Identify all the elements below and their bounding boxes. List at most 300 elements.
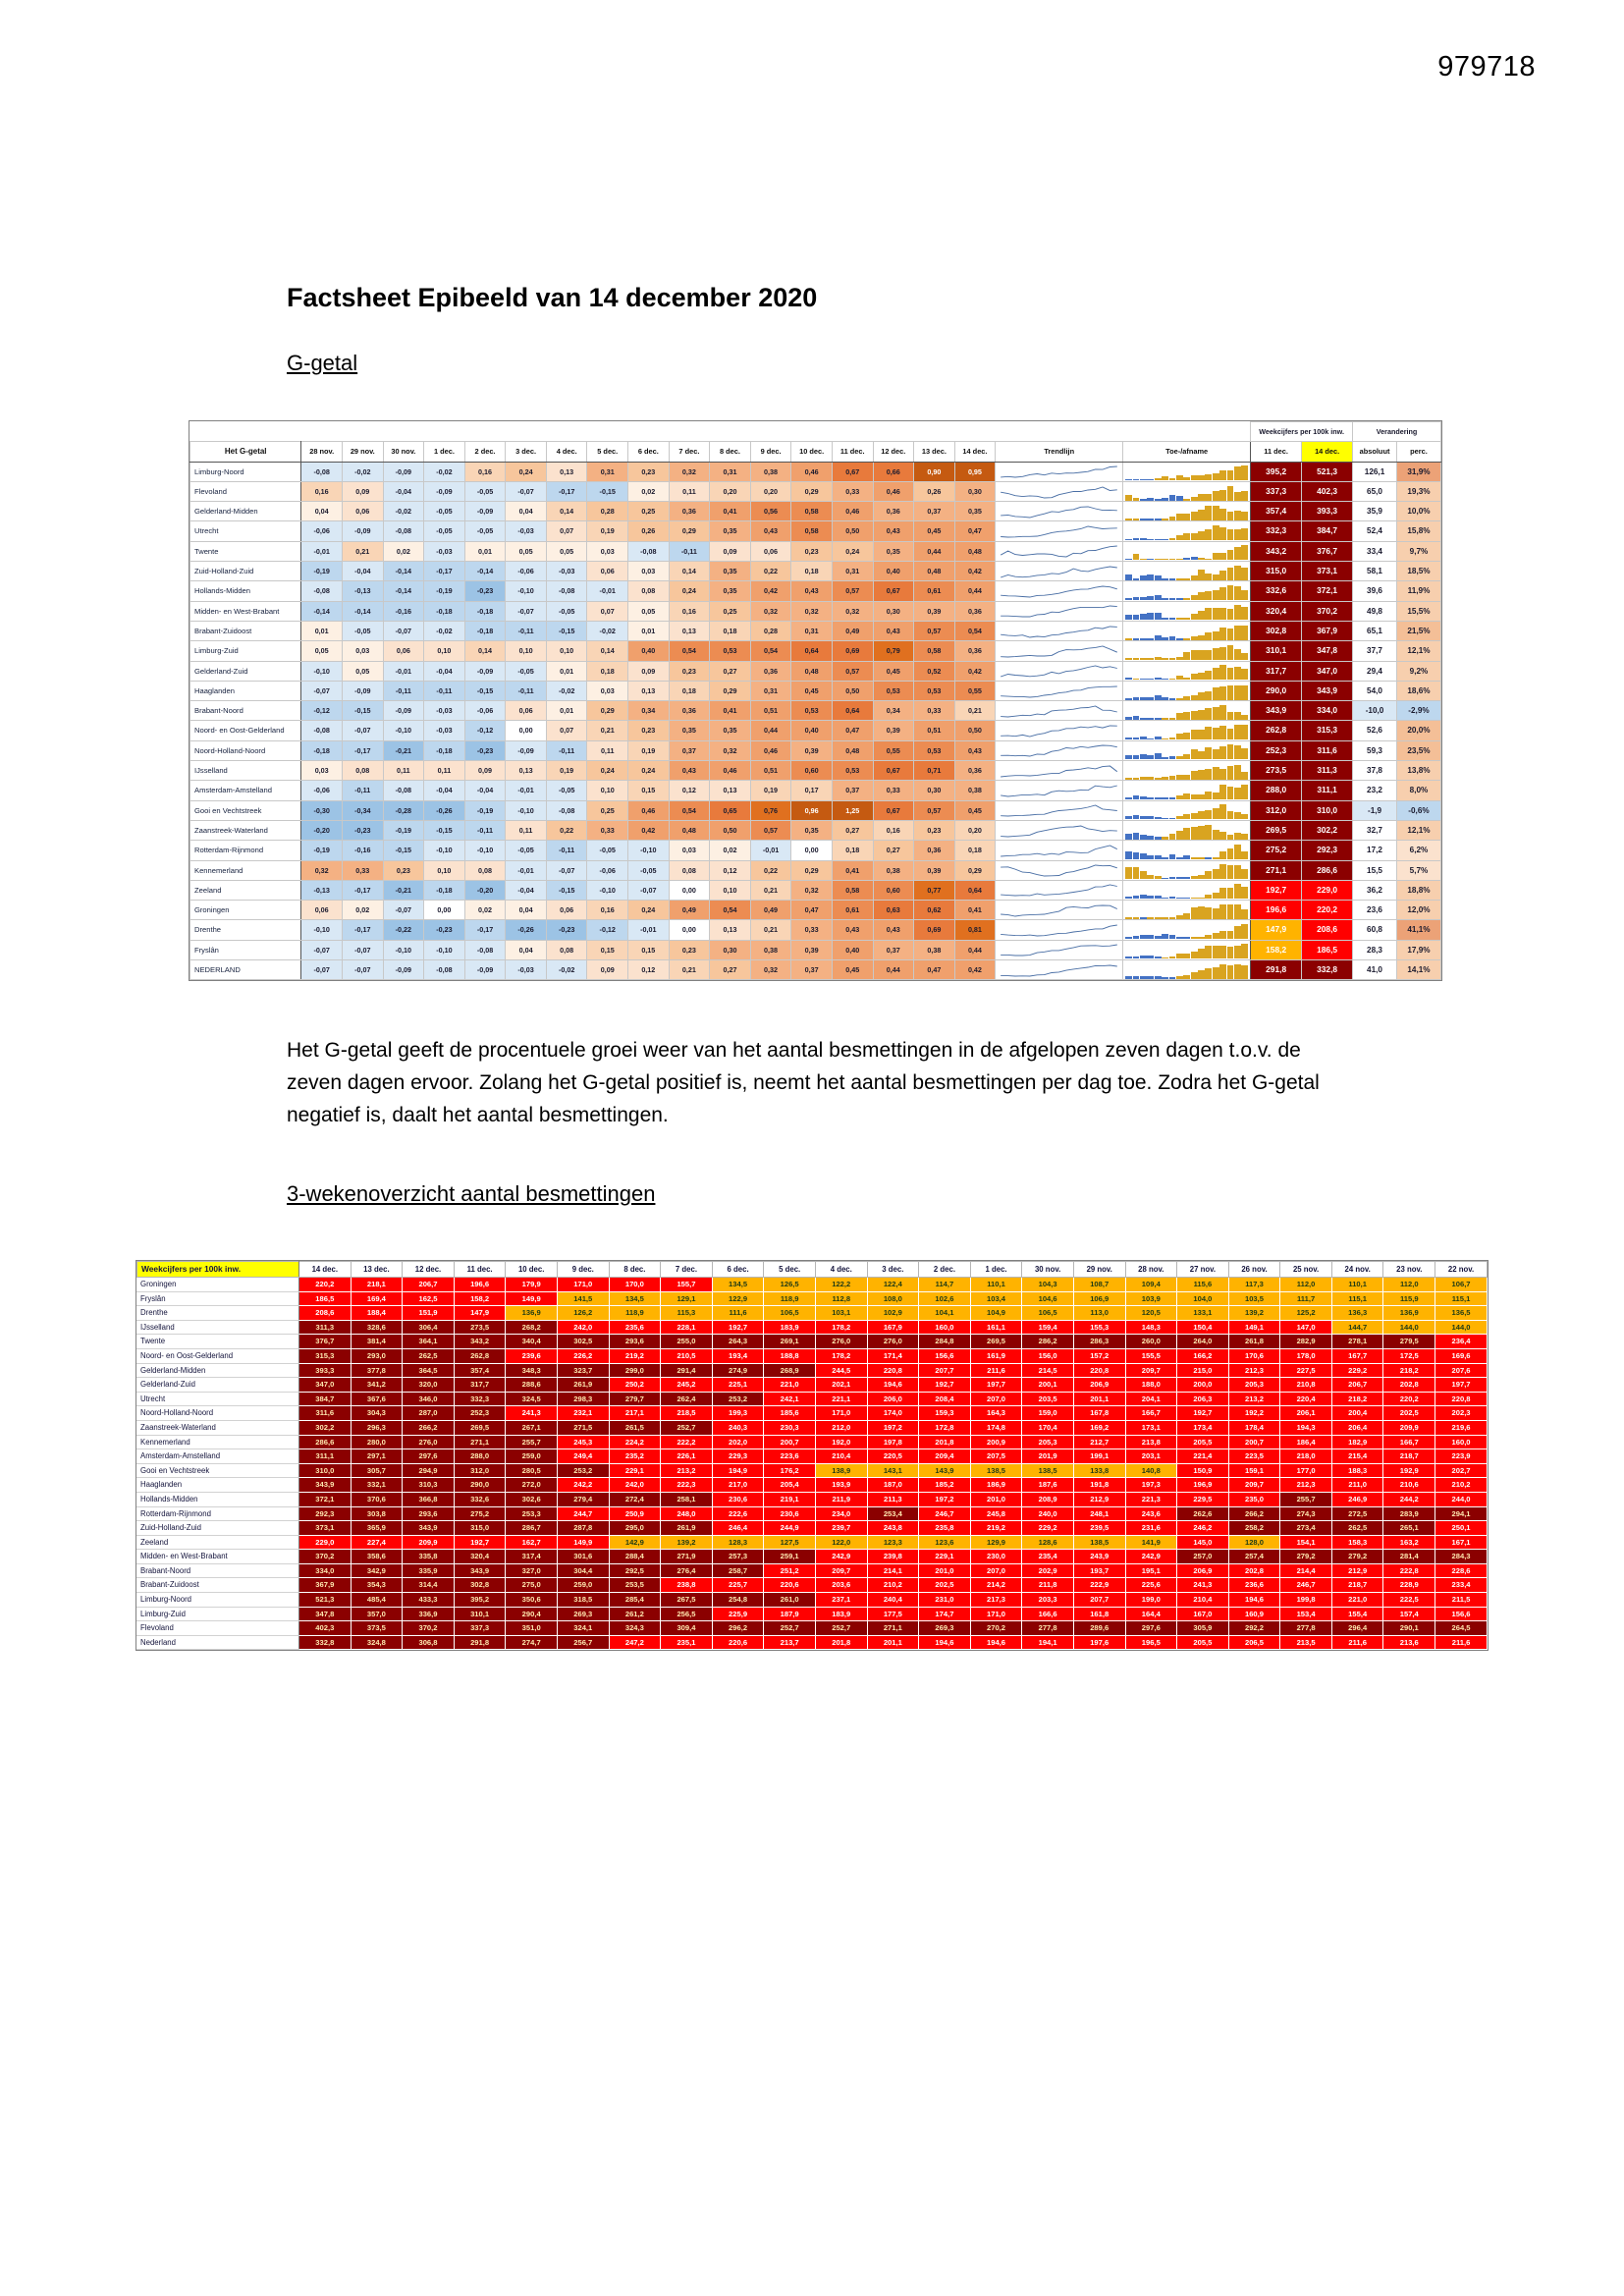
g-cell: 0,22	[750, 860, 791, 880]
g-row-label: Brabant-Zuidoost	[190, 621, 301, 640]
w-cell: 376,7	[299, 1335, 352, 1349]
w-cell: 178,4	[1228, 1420, 1280, 1435]
g-cell: 0,13	[710, 781, 751, 800]
w-cell: 288,4	[609, 1550, 661, 1564]
w-cell: 120,5	[1125, 1306, 1177, 1321]
g-cell: -0,19	[301, 562, 343, 581]
g-table-row	[190, 920, 1441, 940]
w-cell: 279,2	[1331, 1550, 1383, 1564]
g-cell: 0,96	[791, 800, 833, 820]
w-cell: 433,3	[403, 1593, 455, 1608]
w-cell: 357,4	[454, 1363, 506, 1378]
w-col-header-12: 2 dec.	[919, 1262, 971, 1278]
g-change-percent: 12,0%	[1396, 901, 1440, 920]
g-change-percent: 10,0%	[1396, 502, 1440, 521]
g-cell: 0,13	[506, 761, 547, 781]
g-cell: 0,16	[669, 601, 710, 621]
w-cell: 324,8	[351, 1635, 403, 1650]
w-cell: 258,1	[661, 1492, 713, 1506]
w-cell: 248,1	[1073, 1506, 1125, 1521]
w-cell: 164,4	[1125, 1607, 1177, 1621]
w-col-header-9: 5 dec.	[764, 1262, 816, 1278]
g-cell: -0,10	[506, 581, 547, 601]
g-trendline-sparkline	[996, 901, 1123, 920]
g-cell: 0,90	[914, 462, 955, 481]
g-cell: 0,33	[587, 820, 628, 840]
w-cell: 202,7	[1435, 1463, 1488, 1478]
w-cell: 274,9	[712, 1363, 764, 1378]
g-change-absolute: 59,3	[1353, 740, 1397, 760]
g-cell: -0,05	[506, 661, 547, 681]
g-cell: -0,07	[506, 481, 547, 501]
g-cell: 0,00	[424, 901, 465, 920]
g-cell: -0,01	[383, 661, 424, 681]
g-row-label: Haaglanden	[190, 681, 301, 700]
w-cell: 271,9	[661, 1550, 713, 1564]
w-cell: 305,7	[351, 1463, 403, 1478]
w-table-header-row	[137, 1262, 1488, 1278]
g-cell: 0,13	[669, 621, 710, 640]
g-cell: -0,01	[506, 860, 547, 880]
g-trendline-sparkline	[996, 721, 1123, 740]
w-cell: 230,6	[764, 1506, 816, 1521]
w-cell: 235,1	[661, 1635, 713, 1650]
g-cell: 0,25	[587, 800, 628, 820]
w-cell: 287,0	[403, 1406, 455, 1421]
g-cell: -0,23	[464, 740, 506, 760]
w-cell: 103,5	[1228, 1291, 1280, 1306]
w-cell: 276,0	[403, 1435, 455, 1449]
w-cell: 296,4	[1331, 1621, 1383, 1636]
g-cell: -0,14	[383, 581, 424, 601]
g-week-14dec: 311,6	[1302, 740, 1353, 760]
w-cell: 250,2	[609, 1378, 661, 1393]
g-table-row	[190, 641, 1441, 661]
w-cell: 366,8	[403, 1492, 455, 1506]
g-week-11dec: 192,7	[1251, 880, 1302, 900]
w-cell: 129,1	[661, 1291, 713, 1306]
w-cell: 296,3	[351, 1420, 403, 1435]
w-cell: 210,5	[661, 1348, 713, 1363]
g-cell: 0,51	[750, 701, 791, 721]
w-cell: 223,9	[1435, 1449, 1488, 1464]
g-cell: -0,11	[464, 820, 506, 840]
w-cell: 262,4	[661, 1392, 713, 1406]
w-col-header-1: 13 dec.	[351, 1262, 403, 1278]
g-change-absolute: 52,6	[1353, 721, 1397, 740]
w-cell: 219,6	[1435, 1420, 1488, 1435]
w-cell: 199,0	[1125, 1593, 1177, 1608]
g-change-percent: 9,7%	[1396, 541, 1440, 561]
g-cell: -0,10	[301, 920, 343, 940]
g-cell: 0,67	[873, 581, 914, 601]
table-row	[137, 1521, 1488, 1536]
w-cell: 134,5	[712, 1278, 764, 1292]
g-cell: -0,02	[342, 462, 383, 481]
g-cell: -0,05	[424, 502, 465, 521]
g-cell: -0,09	[383, 462, 424, 481]
g-cell: 0,16	[587, 901, 628, 920]
w-cell: 211,6	[1331, 1635, 1383, 1650]
g-cell: -0,09	[464, 960, 506, 980]
w-cell: 102,6	[919, 1291, 971, 1306]
w-cell: 122,0	[815, 1535, 867, 1550]
w-cell: 341,2	[351, 1378, 403, 1393]
table-row	[137, 1550, 1488, 1564]
g-week-11dec: 158,2	[1251, 940, 1302, 959]
w-cell: 193,7	[1073, 1563, 1125, 1578]
page-title: Factsheet Epibeeld van 14 december 2020	[287, 283, 818, 312]
g-cell: -0,08	[546, 800, 587, 820]
g-week-14dec: 393,3	[1302, 502, 1353, 521]
w-row-label: Kennemerland	[137, 1435, 299, 1449]
w-cell: 170,4	[1022, 1420, 1074, 1435]
w-row-label: Gelderland-Zuid	[137, 1378, 299, 1393]
g-cell: 0,04	[301, 502, 343, 521]
g-change-percent: 19,3%	[1396, 481, 1440, 501]
g-cell: 0,05	[301, 641, 343, 661]
g-cell: 0,38	[750, 462, 791, 481]
g-cell: -0,20	[301, 820, 343, 840]
w-cell: 261,2	[609, 1607, 661, 1621]
w-cell: 174,8	[970, 1420, 1022, 1435]
w-cell: 235,4	[1022, 1550, 1074, 1564]
w-cell: 193,9	[815, 1478, 867, 1493]
w-cell: 258,2	[1228, 1521, 1280, 1536]
w-cell: 290,4	[506, 1607, 558, 1621]
g-toe-afname-barchart	[1123, 800, 1251, 820]
w-cell: 269,5	[970, 1335, 1022, 1349]
g-row-label: Fryslân	[190, 940, 301, 959]
w-cell: 206,4	[1331, 1420, 1383, 1435]
g-change-absolute: 39,6	[1353, 581, 1397, 601]
w-cell: 264,0	[1177, 1335, 1229, 1349]
g-cell: 0,00	[669, 920, 710, 940]
g-cell: 0,08	[628, 581, 670, 601]
g-cell: 0,31	[587, 462, 628, 481]
g-cell: 0,44	[954, 581, 996, 601]
g-change-percent: 15,8%	[1396, 521, 1440, 541]
table-row	[137, 1578, 1488, 1593]
w-cell: 297,6	[403, 1449, 455, 1464]
w-cell: 284,8	[919, 1335, 971, 1349]
g-toe-afname-barchart	[1123, 621, 1251, 640]
w-cell: 192,7	[712, 1320, 764, 1335]
w-cell: 246,2	[1177, 1521, 1229, 1536]
w-cell: 253,5	[609, 1578, 661, 1593]
g-cell: 0,32	[832, 601, 873, 621]
g-trendline-sparkline	[996, 940, 1123, 959]
g-cell: 0,10	[587, 781, 628, 800]
g-change-absolute: 65,0	[1353, 481, 1397, 501]
w-cell: 302,6	[506, 1492, 558, 1506]
w-cell: 298,3	[557, 1392, 609, 1406]
g-cell: -0,07	[546, 860, 587, 880]
g-cell: 0,19	[587, 521, 628, 541]
g-change-absolute: 60,8	[1353, 920, 1397, 940]
g-change-percent: -2,9%	[1396, 701, 1440, 721]
g-cell: 0,06	[342, 502, 383, 521]
w-cell: 194,6	[919, 1635, 971, 1650]
g-cell: 0,43	[669, 761, 710, 781]
w-cell: 240,0	[1022, 1506, 1074, 1521]
g-cell: -0,09	[342, 521, 383, 541]
w-cell: 155,4	[1331, 1607, 1383, 1621]
w-row-label: Drenthe	[137, 1306, 299, 1321]
w-cell: 201,9	[1022, 1449, 1074, 1464]
w-cell: 213,2	[1228, 1392, 1280, 1406]
g-toe-afname-barchart	[1123, 581, 1251, 601]
g-cell: 0,35	[710, 562, 751, 581]
g-cell: -0,12	[464, 721, 506, 740]
w-cell: 271,5	[557, 1420, 609, 1435]
w-cell: 199,1	[1073, 1449, 1125, 1464]
g-cell: 0,47	[832, 721, 873, 740]
w-cell: 377,8	[351, 1363, 403, 1378]
g-cell: -0,03	[506, 521, 547, 541]
g-cell: 0,24	[628, 901, 670, 920]
w-row-label: Amsterdam-Amstelland	[137, 1449, 299, 1464]
g-cell: 0,29	[669, 521, 710, 541]
w-cell: 367,6	[351, 1392, 403, 1406]
g-cell: -0,34	[342, 800, 383, 820]
w-cell: 222,8	[1383, 1563, 1435, 1578]
w-cell: 143,9	[919, 1463, 971, 1478]
w-cell: 212,3	[1228, 1363, 1280, 1378]
g-cell: -0,06	[506, 562, 547, 581]
w-cell: 306,8	[403, 1635, 455, 1650]
g-cell: 0,36	[669, 502, 710, 521]
w-cell: 164,3	[970, 1406, 1022, 1421]
g-cell: -0,10	[301, 661, 343, 681]
w-cell: 244,5	[815, 1363, 867, 1378]
g-cell: -0,09	[424, 481, 465, 501]
w-cell: 373,5	[351, 1621, 403, 1636]
g-cell: -0,09	[383, 701, 424, 721]
g-cell: 0,13	[546, 462, 587, 481]
w-cell: 328,6	[351, 1320, 403, 1335]
g-cell: 0,37	[832, 781, 873, 800]
w-cell: 249,4	[557, 1449, 609, 1464]
g-cell: -0,13	[301, 880, 343, 900]
w-cell: 202,8	[1383, 1378, 1435, 1393]
g-cell: -0,28	[383, 800, 424, 820]
w-cell: 230,3	[764, 1420, 816, 1435]
g-row-label: IJsselland	[190, 761, 301, 781]
g-cell: 0,27	[710, 960, 751, 980]
g-cell: -0,02	[424, 462, 465, 481]
w-cell: 253,2	[557, 1463, 609, 1478]
g-cell: -0,15	[546, 880, 587, 900]
w-cell: 272,5	[1331, 1506, 1383, 1521]
w-cell: 158,3	[1331, 1535, 1383, 1550]
w-cell: 243,8	[867, 1521, 919, 1536]
g-cell: 0,47	[914, 960, 955, 980]
w-cell: 231,6	[1125, 1521, 1177, 1536]
g-col-header-16: 14 dec.	[954, 442, 996, 462]
w-cell: 159,3	[919, 1406, 971, 1421]
w-cell: 201,1	[867, 1635, 919, 1650]
w-row-label: Limburg-Zuid	[137, 1607, 299, 1621]
w-cell: 206,0	[867, 1392, 919, 1406]
g-cell: -0,04	[464, 781, 506, 800]
g-table-row	[190, 781, 1441, 800]
g-cell: -0,08	[301, 462, 343, 481]
w-cell: 188,4	[351, 1306, 403, 1321]
w-cell: 221,1	[815, 1392, 867, 1406]
g-toe-afname-barchart	[1123, 740, 1251, 760]
w-cell: 103,4	[970, 1291, 1022, 1306]
w-cell: 147,9	[454, 1306, 506, 1321]
w-cell: 269,1	[764, 1335, 816, 1349]
g-cell: 0,32	[750, 960, 791, 980]
g-cell: 0,39	[791, 940, 833, 959]
w-cell: 246,9	[1331, 1492, 1383, 1506]
g-toe-afname-barchart	[1123, 880, 1251, 900]
w-cell: 324,3	[609, 1621, 661, 1636]
g-cell: 0,17	[791, 781, 833, 800]
g-cell: 0,69	[832, 641, 873, 661]
g-table-row	[190, 800, 1441, 820]
w-cell: 253,4	[867, 1506, 919, 1521]
w-cell: 193,4	[712, 1348, 764, 1363]
w-cell: 264,5	[1435, 1621, 1488, 1636]
w-cell: 167,9	[867, 1320, 919, 1335]
g-cell: 0,05	[546, 541, 587, 561]
g-cell: -0,10	[383, 721, 424, 740]
g-cell: -0,07	[301, 940, 343, 959]
g-trendline-sparkline	[996, 781, 1123, 800]
g-cell: 0,45	[954, 800, 996, 820]
w-cell: 217,3	[970, 1593, 1022, 1608]
g-cell: 0,42	[750, 581, 791, 601]
g-cell: 0,16	[464, 462, 506, 481]
table-row	[137, 1392, 1488, 1406]
g-cell: 0,29	[587, 701, 628, 721]
w-cell: 141,5	[557, 1291, 609, 1306]
w-cell: 207,5	[970, 1449, 1022, 1464]
w-cell: 213,5	[1280, 1635, 1332, 1650]
g-toe-afname-barchart	[1123, 661, 1251, 681]
w-cell: 118,9	[609, 1306, 661, 1321]
g-week-11dec: 317,7	[1251, 661, 1302, 681]
g-cell: 0,61	[914, 581, 955, 601]
g-cell: 0,33	[791, 920, 833, 940]
w-cell: 297,1	[351, 1449, 403, 1464]
g-cell: 0,10	[424, 641, 465, 661]
g-change-absolute: 54,0	[1353, 681, 1397, 700]
g-change-percent: 8,0%	[1396, 781, 1440, 800]
w-cell: 151,9	[403, 1306, 455, 1321]
w-cell: 256,5	[661, 1607, 713, 1621]
g-week-11dec: 310,1	[1251, 641, 1302, 661]
w-cell: 332,3	[454, 1392, 506, 1406]
g-cell: -0,14	[301, 601, 343, 621]
g-cell: -0,19	[464, 800, 506, 820]
w-cell: 213,7	[764, 1635, 816, 1650]
g-week-11dec: 262,8	[1251, 721, 1302, 740]
g-cell: 0,13	[710, 920, 751, 940]
w-cell: 218,7	[1383, 1449, 1435, 1464]
g-cell: 0,23	[628, 721, 670, 740]
g-change-percent: 21,5%	[1396, 621, 1440, 640]
g-cell: -0,18	[424, 740, 465, 760]
w-cell: 212,3	[1280, 1478, 1332, 1493]
w-cell: 110,1	[1331, 1278, 1383, 1292]
g-cell: 0,39	[791, 740, 833, 760]
g-cell: 0,53	[914, 740, 955, 760]
g-table-row	[190, 601, 1441, 621]
g-row-label: Noord-Holland-Noord	[190, 740, 301, 760]
g-cell: 0,07	[546, 721, 587, 740]
w-cell: 299,0	[609, 1363, 661, 1378]
table-row	[137, 1348, 1488, 1363]
w-cell: 310,1	[454, 1607, 506, 1621]
w-cell: 205,3	[1228, 1378, 1280, 1393]
w-cell: 272,4	[609, 1492, 661, 1506]
w-cell: 207,0	[970, 1563, 1022, 1578]
w-cell: 259,0	[557, 1578, 609, 1593]
g-cell: 0,61	[832, 901, 873, 920]
g-change-percent: 31,9%	[1396, 462, 1440, 481]
w-cell: 194,9	[712, 1463, 764, 1478]
g-cell: 0,36	[954, 641, 996, 661]
table-row	[137, 1291, 1488, 1306]
w-cell: 200,7	[1228, 1435, 1280, 1449]
w-row-label: Zaanstreek-Waterland	[137, 1420, 299, 1435]
g-row-label: Flevoland	[190, 481, 301, 501]
w-cell: 314,4	[403, 1578, 455, 1593]
w-cell: 280,5	[506, 1463, 558, 1478]
w-cell: 213,2	[661, 1463, 713, 1478]
w-cell: 212,7	[1073, 1435, 1125, 1449]
g-change-percent: 20,0%	[1396, 721, 1440, 740]
w-cell: 243,6	[1125, 1506, 1177, 1521]
w-cell: 306,4	[403, 1320, 455, 1335]
g-cell: 0,02	[710, 841, 751, 860]
w-cell: 279,7	[609, 1392, 661, 1406]
w-row-label: Flevoland	[137, 1621, 299, 1636]
w-cell: 126,2	[557, 1306, 609, 1321]
g-cell: -0,23	[546, 920, 587, 940]
w-cell: 402,3	[299, 1621, 352, 1636]
g-cell: 0,41	[710, 701, 751, 721]
w-table-corner-label: Weekcijfers per 100k inw.	[137, 1262, 299, 1278]
g-cell: -0,07	[628, 880, 670, 900]
g-cell: -0,07	[342, 960, 383, 980]
g-change-percent: 9,2%	[1396, 661, 1440, 681]
g-cell: 0,33	[342, 860, 383, 880]
g-cell: -0,01	[587, 581, 628, 601]
g-cell: 0,58	[791, 502, 833, 521]
g-cell: -0,19	[424, 581, 465, 601]
w-cell: 187,6	[1022, 1478, 1074, 1493]
w-cell: 123,6	[919, 1535, 971, 1550]
g-cell: -0,04	[342, 562, 383, 581]
w-cell: 123,3	[867, 1535, 919, 1550]
g-change-absolute: 52,4	[1353, 521, 1397, 541]
w-cell: 354,3	[351, 1578, 403, 1593]
g-cell: 0,56	[750, 502, 791, 521]
w-cell: 230,0	[970, 1550, 1022, 1564]
g-week-14dec: 373,1	[1302, 562, 1353, 581]
g-cell: 0,32	[791, 880, 833, 900]
w-cell: 117,3	[1228, 1278, 1280, 1292]
g-change-percent: 18,6%	[1396, 681, 1440, 700]
g-trendline-sparkline	[996, 521, 1123, 541]
g-trendline-sparkline	[996, 581, 1123, 601]
g-week-11dec: 395,2	[1251, 462, 1302, 481]
